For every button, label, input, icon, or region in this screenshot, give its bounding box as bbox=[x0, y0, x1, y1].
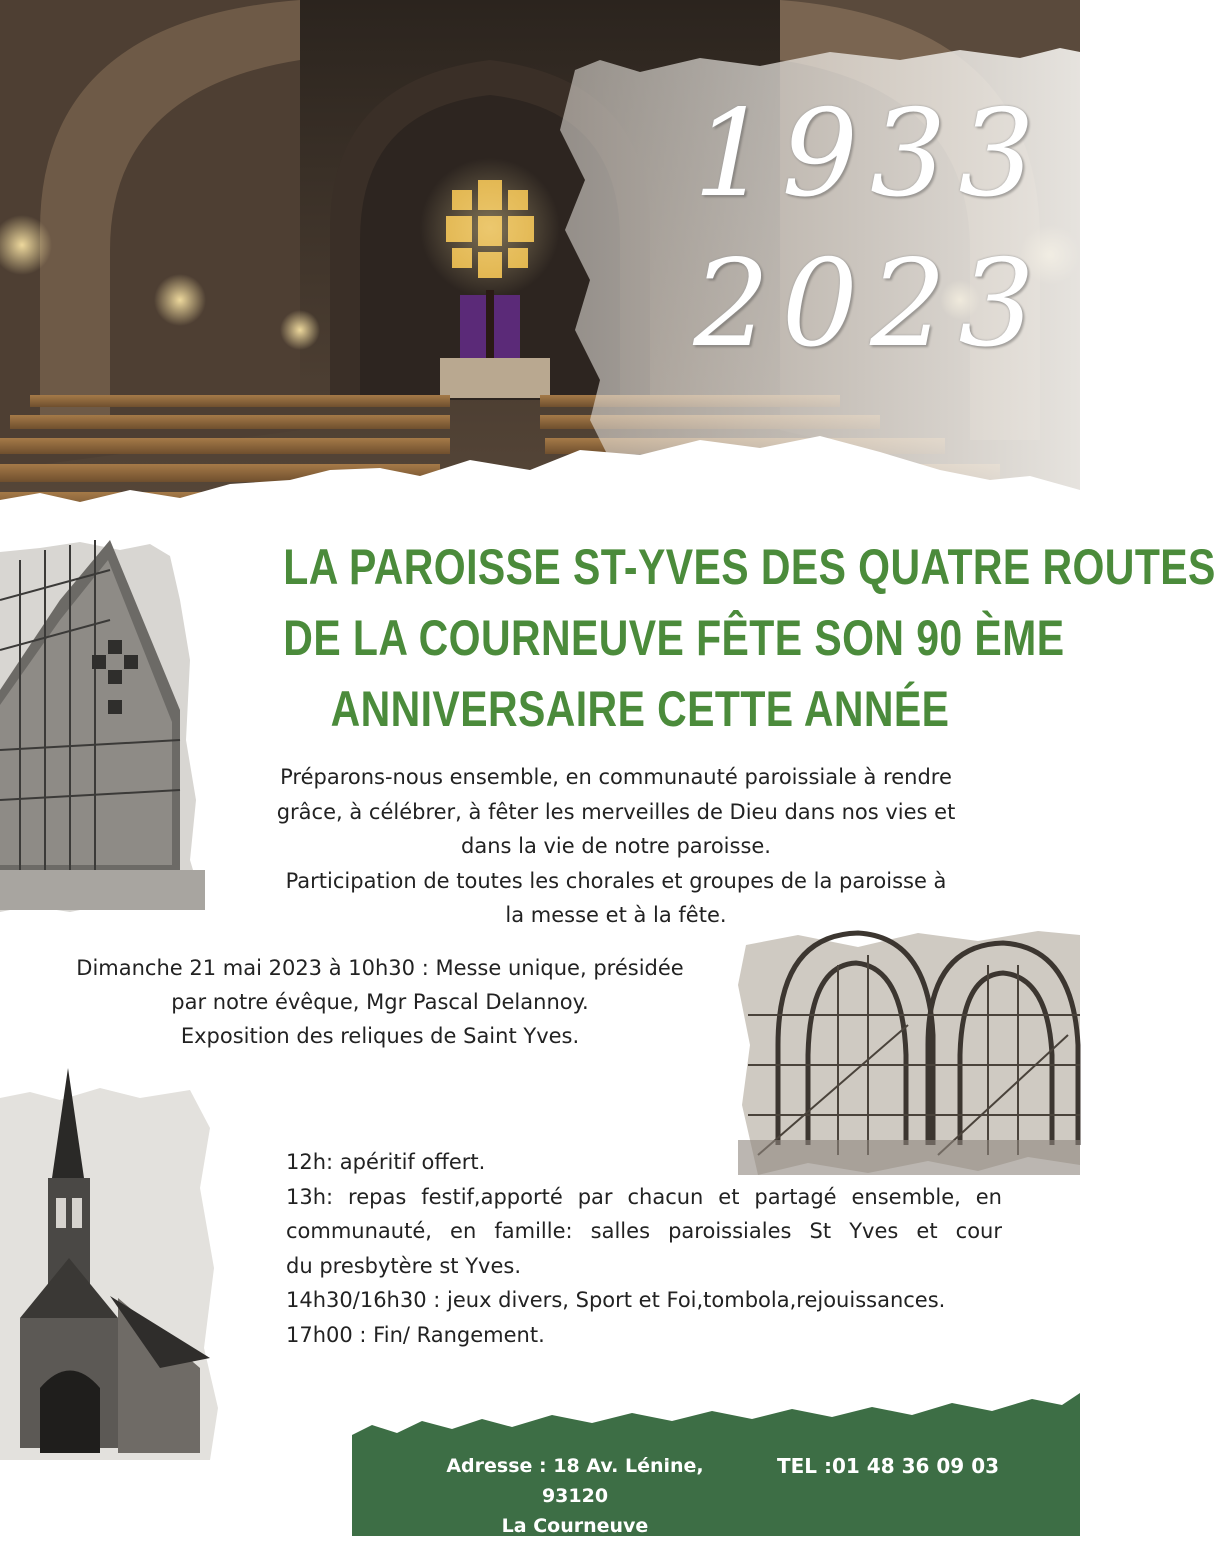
intro-line: Préparons-nous ensemble, en communauté paroissiale à rendre bbox=[280, 765, 952, 789]
page-title bbox=[283, 532, 1216, 745]
mass-info bbox=[40, 951, 720, 1053]
intro-line: la messe et à la fête. bbox=[505, 903, 727, 927]
title-line: ANNIVERSAIRE CETTE ANNÉE bbox=[330, 681, 950, 737]
program-line: 17h00 : Fin/ Rangement. bbox=[286, 1322, 545, 1347]
church-construction-photo bbox=[0, 540, 205, 915]
intro-line: Participation de toutes les chorales et groupes de la paroisse à bbox=[285, 868, 947, 893]
title-line: LA PAROISSE ST-YVES DES QUATRE ROUTES bbox=[283, 539, 1216, 595]
program-line: 12h: apéritif offert. bbox=[286, 1150, 486, 1174]
program-line: 14h30/16h30 : jeux divers, Sport et Foi,tombola,rejouissances. bbox=[286, 1288, 946, 1312]
mass-line: par notre évêque, Mgr Pascal Delannoy. bbox=[171, 990, 589, 1014]
address-line: Adresse : 18 Av. Lénine, 93120 bbox=[446, 1455, 704, 1507]
contact-footer bbox=[352, 1385, 1080, 1536]
timber-frame-photo bbox=[738, 925, 1080, 1175]
intro-paragraph bbox=[236, 760, 996, 933]
intro-line: dans la vie de notre paroisse. bbox=[461, 834, 771, 858]
phone-number[interactable]: TEL :01 48 36 09 03 bbox=[777, 1454, 1000, 1478]
intro-line: grâce, à célébrer, à fêter les merveilles de Dieu dans nos vies et bbox=[276, 799, 956, 824]
mass-line: Dimanche 21 mai 2023 à 10h30 : Messe unique, présidée bbox=[76, 956, 684, 980]
program-line: du presbytère st Yves. bbox=[286, 1253, 521, 1278]
program-line: communauté, en famille: salles paroissiales St Yves et cour bbox=[286, 1219, 1002, 1243]
year-end: 2023 bbox=[693, 235, 1047, 374]
church-steeple-photo bbox=[0, 1068, 222, 1460]
program-line: 13h: repas festif,apporté par chacun et partagé ensemble, en bbox=[286, 1184, 1002, 1209]
address-city: La Courneuve bbox=[501, 1515, 649, 1537]
title-line: DE LA COURNEUVE FÊTE SON 90 ÈME bbox=[283, 610, 1065, 666]
year-start: 1933 bbox=[693, 85, 1047, 224]
address-block bbox=[410, 1451, 740, 1541]
mass-line: Exposition des reliques de Saint Yves. bbox=[180, 1024, 580, 1048]
church-interior-photo bbox=[0, 0, 1080, 560]
event-program bbox=[286, 1145, 1002, 1352]
anniversary-years bbox=[690, 80, 1050, 380]
